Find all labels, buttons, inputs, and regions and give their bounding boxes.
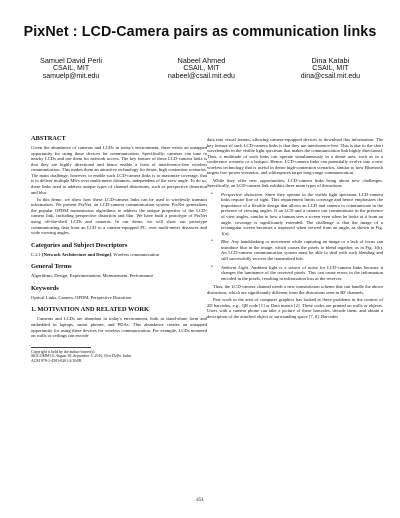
bullet-icon: • (211, 191, 213, 197)
author-3 (301, 57, 360, 81)
author-1 (40, 57, 102, 81)
author-name: Nabeel Ahmed (177, 56, 226, 65)
abstract-heading: ABSTRACT (31, 135, 66, 142)
bullet-lead: Blur. (221, 239, 230, 245)
right-paragraph-4: Past work in the area of computer graphics has looked at these problems in the context of 2D barcodes, e.g., QR code [1] or Data matrix [2]. These codes are printed on walls or objects. Users with a camera phone can take a picture of these barcodes, decode them, and obtain a description of the attached object or surrounding space [7, 8]. Barcodes (207, 297, 383, 319)
distortion-list (207, 192, 383, 282)
list-item (211, 239, 383, 262)
categories-text (31, 252, 207, 258)
general-terms-text: Algorithms, Design, Experimentation, Measurement, Performance (31, 273, 154, 279)
author-email: samuelp@mit.edu (42, 73, 100, 80)
bullet-lead: Perspective distortion. (221, 191, 264, 197)
bullet-lead: Ambient Light. (221, 264, 250, 270)
categories-heading: Categories and Subject Descriptors (31, 241, 128, 249)
right-column (207, 137, 383, 321)
author-block (40, 57, 360, 81)
keywords-heading: Keywords (31, 284, 59, 292)
keywords-text: Optical Links, Camera, OFDM, Perspective Distortion (31, 294, 132, 300)
footnote-line: Copyright is held by the author/owner(s). (31, 349, 96, 354)
section-1-paragraph: Cameras and LCDs are abundant in today's environment, both in stand-alone form and embedded in laptops, smart phones, and PDAs. This abundance creates an untapped opportunity for using these devices for wireless communication. For example, LCDs mounted on walls or ceilings can encode (31, 316, 207, 339)
bullet-icon: • (211, 264, 213, 270)
abstract-paragraph-2: In this demo, we show how these LCD-camera links can be used to wirelessly transmit information. We present PixNet, an LCD-camera communication system. PixNet generalizes the popular OFDM transmission algorithms to address the unique properties of the LCD-camera link, including perspective distortion and blur. We have built a prototype of PixNet using off-the-shelf LCDs and cameras. In our demo, we will show our prototype communicating data from an LCD to a camera-equipped PC, over multi-meter distances and wide viewing angles. (31, 196, 207, 236)
author-name: Samuel David Perli (40, 56, 103, 65)
author-affiliation: CSAIL, MIT (312, 65, 349, 72)
author-email: dina@csail.mit.edu (300, 73, 360, 80)
category-rest: : Wireless communication (110, 251, 159, 257)
copyright-footnote (31, 350, 207, 364)
footnote-line: ACM 978-1-4503-0201-2/10/08. (31, 358, 83, 363)
bullet-text: Since they operate in the visible light spectrum, LCD-camera links require line of sight. This requirement limits coverage and hence emphasizes the importance of a flexible design that allows an LCD and camera to communicate in the presence of viewing angles. If an LCD and a camera can communicate in the presence of view angles, similar to how a human sees a screen even when he looks at it from an angle, coverage is significantly extended. The challenge is that the image of a rectangular screen becomes a trapezoid when viewed from an angle, as shown in Fig. 1(a). (221, 191, 384, 236)
right-paragraph-2: While they offer new opportunities, LCD-camera links bring about new challenges. Specifically, an LCD-camera link exhibits three main types of distortions: (207, 177, 383, 189)
bullet-text: Any handshaking or movement while capturing an image or a lack of focus can introduce blur in the image, which causes the pixels to blend together, as in Fig. 1(b). An LCD-camera communication system must be able to deal with such blending and still successfully recover the transmitted bits. (221, 239, 383, 262)
list-item (211, 191, 384, 237)
bullet-text: Ambient light is a source of noise for LCD-camera links because it changes the luminance of the received pixels. This can cause errors in the information encoded in the pixels, resulting in information loss at the receiver. (221, 264, 384, 281)
section-1-heading: 1. MOTIVATION AND RELATED WORK (31, 306, 149, 314)
abstract-paragraph-1: Given the abundance of cameras and LCDs in today's environment, there exists an untapped opportunity for using these devices for communication. Specifically, cameras can tune to nearby LCDs and use them for network access. The key feature of these LCD-camera links is that they are highly directional and hence enable a form of interference-free wireless communication. This makes them an attractive technology for dense, high contention scenarios. The main challenge, however, to enable such LCD-camera links is to maximize coverage, that is to deliver multiple Mb/s over multi-meter distances, independent of the view angle. To do so, these links need to address unique types of channel distortions, such as perspective distortion and blur. (31, 145, 207, 195)
right-paragraph-1: data into visual frames, allowing camera-equipped devices to download this information. The key feature of such LCD-camera links is that they are interference-free. This is due to the short wavelengths in the visible light spectrum that makes the communication link highly directional. Thus, a multitude of such links can operate simultaneously in a dense area, such as in a conference scenario or a hotspot. Hence, LCD-camera links can potentially evolve into a new wireless technology that is useful in dense high-contention scenarios, similar to how Bluetooth targets low-power scenarios, and whitespaces target long-range communication. (207, 137, 383, 176)
author-2 (168, 57, 235, 81)
footnote-line: SIGCOMM'10, August 30–September 3, 2010, New Delhi, India. (31, 354, 132, 359)
author-email: nabeel@csail.mit.edu (167, 73, 235, 80)
list-item (211, 264, 384, 282)
paper-title: PixNet : LCD-Camera pairs as communication links (23, 24, 377, 40)
right-paragraph-3: Thus, the LCD-camera channel needs a new transmission scheme that can handle the above distortions, which are significantly different from the distortions seen in RF channels. (207, 284, 383, 295)
left-column (31, 135, 207, 364)
author-name: Dina Katabi (311, 56, 350, 65)
author-affiliation: CSAIL, MIT (52, 65, 90, 72)
category-title: [Network Architecture and Design] (42, 251, 111, 257)
page-number: 451 (196, 497, 204, 503)
footnote-rule (31, 347, 91, 348)
bullet-icon: • (211, 239, 213, 245)
category-code: C.2.1 (31, 251, 43, 257)
general-terms-heading: General Terms (31, 263, 72, 271)
author-affiliation: CSAIL, MIT (183, 65, 220, 72)
